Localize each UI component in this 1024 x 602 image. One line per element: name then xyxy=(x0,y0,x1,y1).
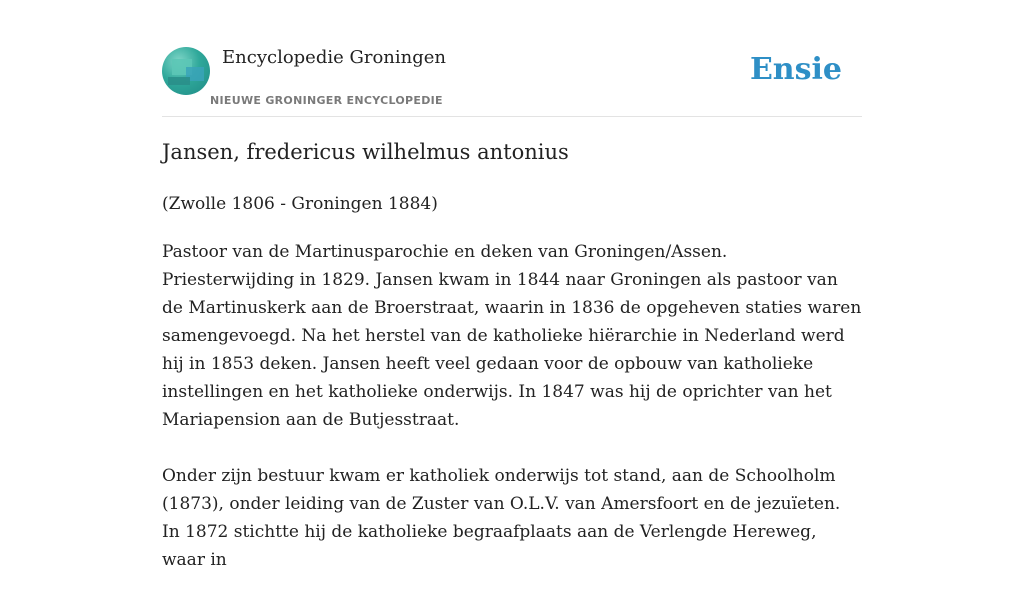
encyclopedia-logo-icon[interactable] xyxy=(162,47,210,95)
site-header xyxy=(162,44,862,117)
ensie-brand-link[interactable]: Ensie xyxy=(749,52,842,87)
article-paragraph: Onder zijn bestuur kwam er katholiek onderwijs tot stand, aan de Schoolholm (1873), onder leiding van de Zuster van O.L.V. van Amersfoort en de jezuïeten. In 1872 stichtte hij de katholieke begraafplaats aan de Verlengde Hereweg, waar in xyxy=(162,466,841,570)
article-body xyxy=(162,238,862,602)
site-subtitle: NIEUWE GRONINGER ENCYCLOPEDIE xyxy=(210,94,443,107)
article-paragraph: Pastoor van de Martinusparochie en deken van Groningen/Assen. Priesterwijding in 1829. Jansen kwam in 1844 naar Groningen als pastoor van de Martinuskerk aan de Broerstraat, waarin in 1836 de opgeheven staties waren samengevoegd. Na het herstel van de katholieke hiërarchie in Nederland werd hij in 1853 deken. Jansen heeft veel gedaan voor de opbouw van katholieke instellingen en het katholieke onderwijs. In 1847 was hij de oprichter van het Mariapension aan de Butjesstraat. xyxy=(162,242,862,430)
site-title[interactable]: Encyclopedie Groningen xyxy=(222,47,447,68)
article-title: Jansen, fredericus wilhelmus antonius xyxy=(162,140,569,164)
article-subtitle: (Zwolle 1806 - Groningen 1884) xyxy=(162,194,438,214)
